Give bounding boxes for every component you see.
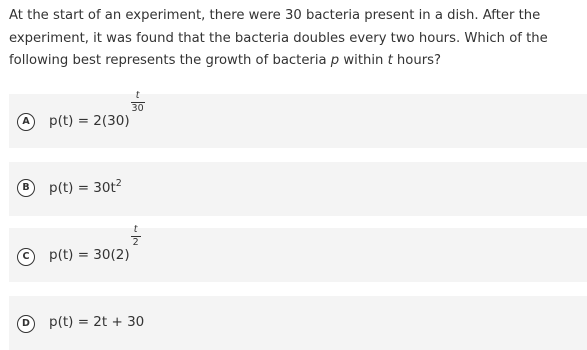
choice-c-letter: C <box>17 248 35 266</box>
choice-a-letter: A <box>17 113 35 131</box>
choice-c-exp-num: t <box>133 224 138 235</box>
choice-c[interactable] <box>9 224 587 282</box>
choice-c-lhs: p(t) = 30(2) <box>49 247 130 263</box>
choice-d-lhs: p(t) = 2t + 30 <box>49 314 145 330</box>
question-text <box>9 5 581 73</box>
choice-a-formula <box>49 90 146 129</box>
choice-a-exponent <box>130 90 146 125</box>
choice-b-formula <box>49 178 122 196</box>
choice-a-lhs: p(t) = 2(30) <box>49 113 130 129</box>
question-mid: within <box>339 53 388 68</box>
question-var-t: t <box>387 53 393 68</box>
choice-c-exponent <box>130 224 142 259</box>
choice-b-lhs: p(t) = 30t <box>49 180 116 196</box>
choice-b-letter: B <box>17 179 35 197</box>
choice-c-exp-den: 2 <box>132 237 139 248</box>
choice-d-formula <box>49 314 144 330</box>
question-end: hours? <box>392 53 442 68</box>
choice-d[interactable] <box>9 296 587 350</box>
question-body: At the start of an experiment, there were 30 bacteria present in a dish. After the experiment, it was found that the bacteria doubles every two hours. Which of the following best represents the growth of bacteria <box>9 8 548 68</box>
choice-a-exp-den: 30 <box>131 103 144 114</box>
choice-b[interactable] <box>9 162 587 216</box>
choice-a-exp-num: t <box>135 90 140 101</box>
choice-c-formula <box>49 224 142 263</box>
question-var-p: p <box>330 53 340 68</box>
choice-b-sup: 2 <box>115 178 122 189</box>
choice-d-letter: D <box>17 315 35 333</box>
choice-a[interactable] <box>9 90 587 148</box>
